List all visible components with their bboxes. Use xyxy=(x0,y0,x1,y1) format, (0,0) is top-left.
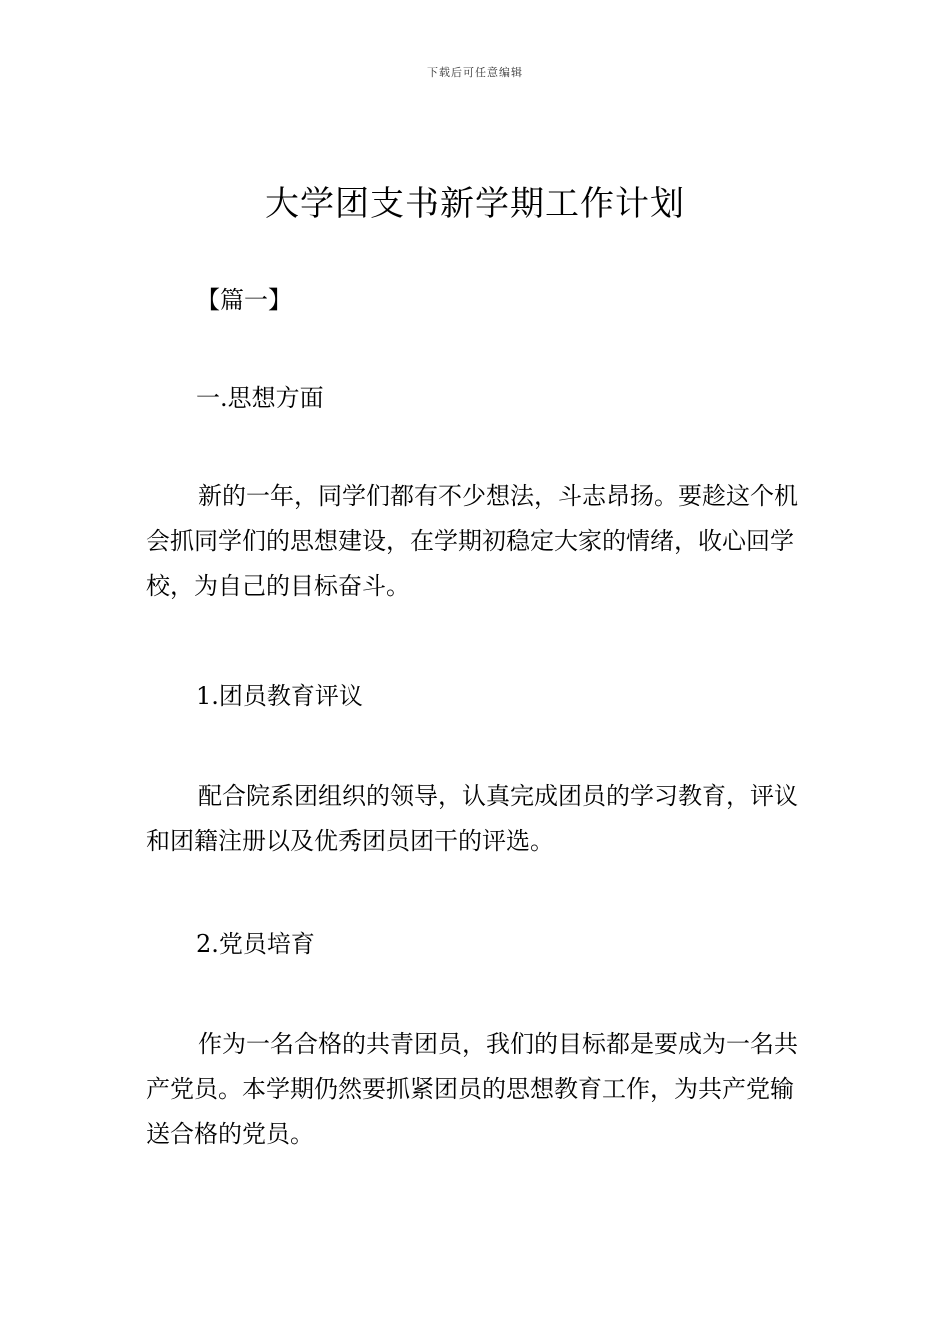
section-heading-thought: 一.思想方面 xyxy=(196,384,324,412)
paragraph-thought: 新的一年，同学们都有不少想法，斗志昂扬。要趁这个机会抓同学们的思想建设，在学期初稳定大家的情绪，收心回学校，为自己的目标奋斗。 xyxy=(146,482,798,600)
section-heading-party-cultivation: 2.党员培育 xyxy=(196,930,315,958)
paragraph-party-cultivation: 作为一名合格的共青团员，我们的目标都是要成为一名共产党员。本学期仍然要抓紧团员的思想教育工作，为共产党输送合格的党员。 xyxy=(146,1030,798,1148)
section-heading-member-review: 1.团员教育评议 xyxy=(196,682,363,710)
paragraph-member-review: 配合院系团组织的领导，认真完成团员的学习教育，评议和团籍注册以及优秀团员团干的评选。 xyxy=(146,782,798,855)
section-label: 【篇一】 xyxy=(196,286,292,314)
download-note: 下载后可任意编辑 xyxy=(427,66,523,79)
document-title: 大学团支书新学期工作计划 xyxy=(265,184,685,224)
